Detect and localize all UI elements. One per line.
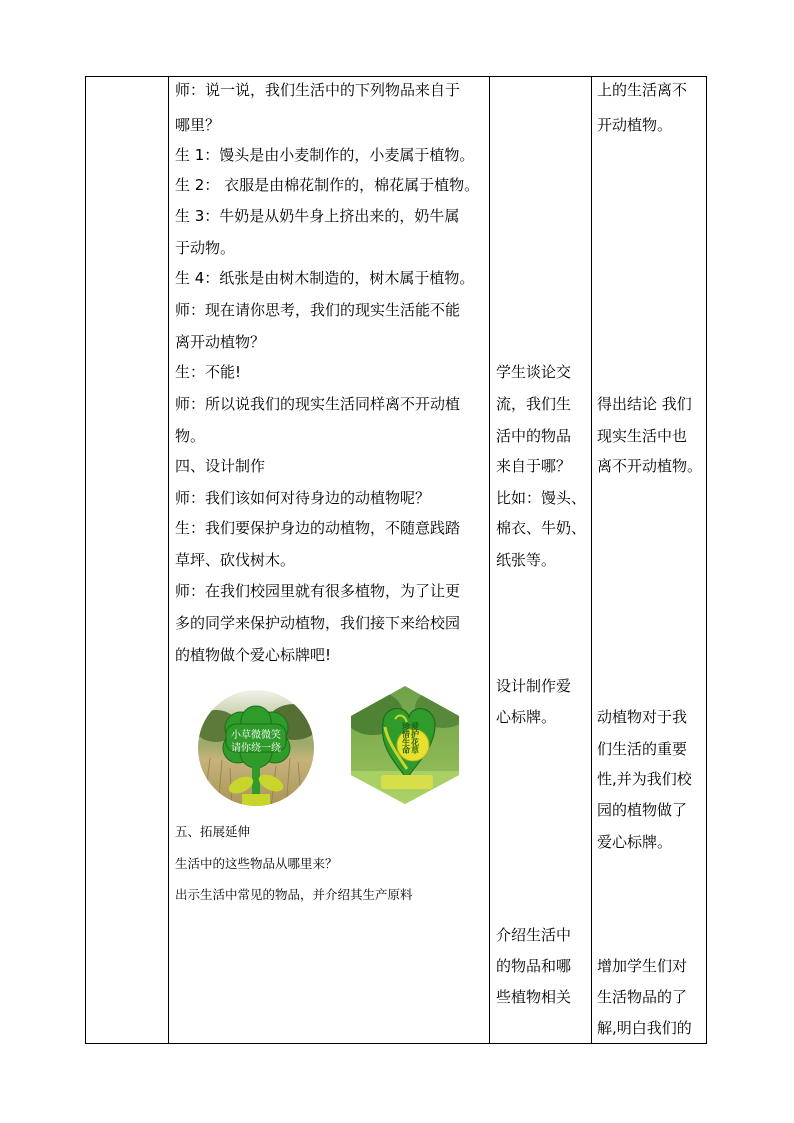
process-line: 物。 <box>175 427 206 445</box>
sign2-col1: 爱护花草 <box>410 722 420 754</box>
section-heading: 四、设计制作 <box>175 457 266 475</box>
intent-line: 离不开动植物。 <box>597 457 703 475</box>
table-divider-1 <box>168 77 169 1043</box>
intent-line: 得出结论 我们 <box>597 395 692 413</box>
intent-line: 爱心标牌。 <box>597 833 673 851</box>
process-line: 的植物做个爱心标牌吧! <box>175 646 332 664</box>
activity-line: 棉衣、牛奶、 <box>496 519 587 537</box>
table-border-left <box>85 77 86 1043</box>
intent-line: 上的生活离不 <box>597 81 688 99</box>
sign-photo-circle <box>196 688 316 808</box>
activity-line: 比如：馒头、 <box>496 489 587 507</box>
process-line: 生 2： 衣服是由棉花制作的，棉花属于植物。 <box>175 176 480 194</box>
process-line: 生 4：纸张是由树木制造的，树木属于植物。 <box>175 269 475 287</box>
intent-line: 现实生活中也 <box>597 427 688 445</box>
intent-line: 增加学生们对 <box>597 957 688 975</box>
intent-line: 园的植物做了 <box>597 801 688 819</box>
sign2-col2: 珍惜生命 <box>401 722 411 754</box>
intent-line: 开动植物。 <box>597 116 673 134</box>
table-border-right <box>706 77 707 1043</box>
activity-line: 些植物相关 <box>496 988 572 1006</box>
process-line: 生 1：馒头是由小麦制作的，小麦属于植物。 <box>175 146 475 164</box>
process-line: 离开动植物？ <box>175 333 266 351</box>
process-line: 多的同学来保护动植物，我们接下来给校园 <box>175 614 461 632</box>
intent-line: 动植物对于我 <box>597 708 688 726</box>
activity-line: 来自于哪？ <box>496 457 572 475</box>
table-divider-3 <box>591 77 592 1043</box>
intent-line: 生活物品的了 <box>597 988 688 1006</box>
process-line: 师：在我们校园里就有很多植物，为了让更 <box>175 582 461 600</box>
process-line: 师：我们该如何对待身边的动植物呢？ <box>175 489 431 507</box>
section-heading: 五、拓展延伸 <box>175 824 251 839</box>
activity-line: 设计制作爱 <box>496 677 572 695</box>
process-line: 于动物。 <box>175 239 236 257</box>
process-line: 出示生活中常见的物品，并介绍其生产原料 <box>175 887 413 902</box>
activity-line: 介绍生活中 <box>496 926 572 944</box>
process-line: 草坪、砍伐树木。 <box>175 551 296 569</box>
sign-photo-hexagon <box>343 683 467 807</box>
activity-line: 的物品和哪 <box>496 957 572 975</box>
process-line: 师：说一说，我们生活中的下列物品来自于 <box>175 81 461 99</box>
process-line: 生：我们要保护身边的动植物，不随意践踏 <box>175 519 461 537</box>
process-line: 师：现在请你思考，我们的现实生活能不能 <box>175 301 461 319</box>
process-line: 生活中的这些物品从哪里来？ <box>175 856 338 871</box>
table-divider-2 <box>489 77 490 1043</box>
sign1-line2: 请你绕一绕 <box>231 743 281 754</box>
process-line: 哪里？ <box>175 116 221 134</box>
sign1-line1: 小草微微笑 <box>231 730 281 741</box>
activity-line: 流，我们生 <box>496 395 572 413</box>
activity-line: 心标牌。 <box>496 708 557 726</box>
process-line: 生 3：牛奶是从奶牛身上挤出来的，奶牛属 <box>175 207 460 225</box>
activity-line: 学生谈论交 <box>496 363 572 381</box>
intent-line: 解,明白我们的 <box>597 1019 692 1037</box>
process-line: 生：不能! <box>175 363 242 381</box>
activity-line: 纸张等。 <box>496 551 557 569</box>
intent-line: 性,并为我们校 <box>597 770 692 788</box>
intent-line: 们生活的重要 <box>597 740 688 758</box>
process-line: 师：所以说我们的现实生活同样离不开动植 <box>175 395 461 413</box>
activity-line: 活中的物品 <box>496 427 572 445</box>
